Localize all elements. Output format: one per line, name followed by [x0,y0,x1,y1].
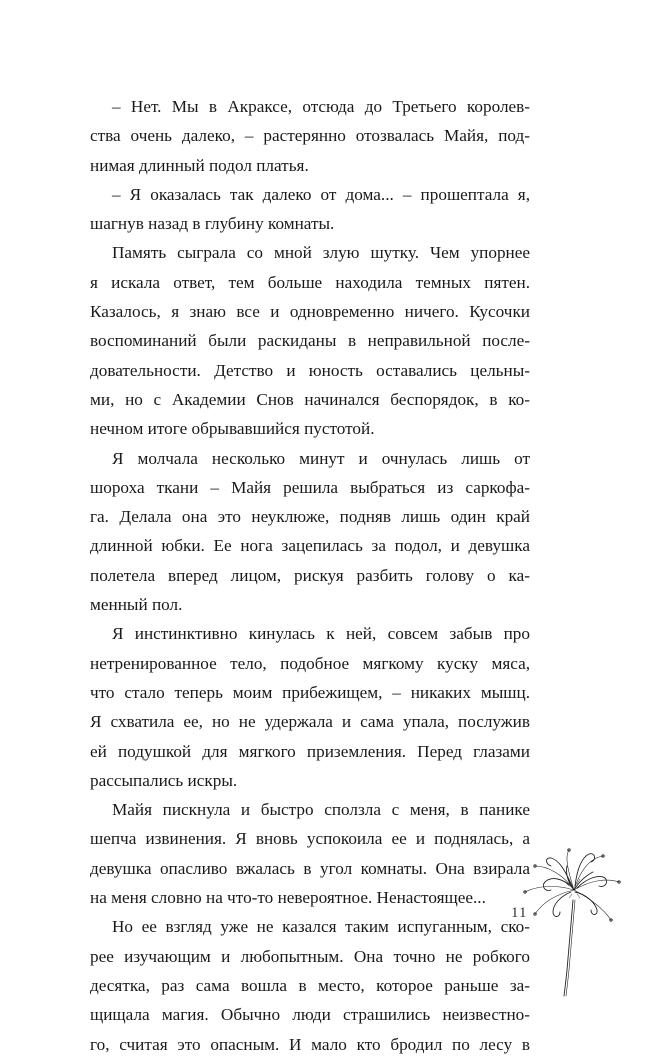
paragraph [90,444,530,620]
text-line: Казалось, я знаю все и одновременно ничего. Кусочки [90,302,530,322]
text-line: шороха ткани – Майя решила выбраться из саркофа- [90,477,530,497]
text-line: длинной юбки. Ее нога зацепилась за подол, и девушка [90,536,530,556]
text-line: что стало теперь моим прибежищем, – никаких мышц. [90,682,530,702]
text-line: на меня словно на что-то невероятное. Ненастоящее... [90,888,486,908]
text-line: менный пол. [90,595,183,615]
text-line: щищала магия. Обычно люди страшились неизвестно- [90,1005,530,1025]
paragraph [90,92,530,180]
text-line: воспоминаний были раскиданы в неправильной после- [90,331,530,351]
text-line: полетела вперед лицом, рискуя разбить голову о ка- [90,565,530,585]
paragraph [90,912,530,1058]
text-line: шагнув назад в глубину комнаты. [90,214,335,234]
text-line: девушка опасливо вжалась в угол комнаты. Она взирала [90,858,530,878]
text-line: Я молчала несколько минут и очнулась лишь от [112,448,530,468]
text-line: рассыпались искры. [90,770,238,790]
text-line: нечном итоге обрывавшийся пустотой. [90,419,375,439]
text-line: десятка, раз сама вошла в место, которое раньше за- [90,975,530,995]
text-line: рее изучающим и любопытным. Она точно не робкого [90,946,530,966]
text-line: ей подушкой для мягкого приземления. Перед глазами [90,741,530,761]
text-line: Майя пискнула и быстро сползла с меня, в панике [112,800,530,820]
text-line: ми, но с Академии Снов начинался беспорядок, в ко- [90,389,530,409]
text-line: я искала ответ, тем больше находила темных пятен. [90,272,530,292]
text-line: – Я оказалась так далеко от дома... – прошептала я, [112,184,530,204]
body-text [90,92,530,1059]
paragraph [90,180,530,239]
text-line: Я схватила ее, но не удержала и сама упала, послужив [90,712,530,732]
text-line: го, считая это опасным. И мало кто бродил по лесу в [90,1034,530,1054]
spider-lily-sketch-icon [515,848,625,998]
text-line: нетренированное тело, подобное мягкому куску мяса, [90,653,530,673]
page-number: 11 [511,905,528,921]
text-line: нимая длинный подол платья. [90,155,309,175]
paragraph [90,238,530,443]
text-line: ства очень далеко, – растерянно отозвалась Майя, под- [90,126,530,146]
text-line: шепча извинения. Я вновь успокоила ее и поднялась, а [90,829,530,849]
paragraph [90,619,530,795]
paragraph [90,795,530,912]
text-line: га. Делала она это неуклюже, подняв лишь один край [90,507,530,527]
text-line: Но ее взгляд уже не казался таким испуганным, ско- [112,917,530,937]
text-line: Память сыграла со мной злую шутку. Чем упорнее [112,243,530,263]
text-line: Я инстинктивно кинулась к ней, совсем забыв про [112,624,530,644]
text-line: – Нет. Мы в Акраксе, отсюда до Третьего королев- [112,97,530,116]
text-line: довательности. Детство и юность оставались цельны- [90,360,530,380]
